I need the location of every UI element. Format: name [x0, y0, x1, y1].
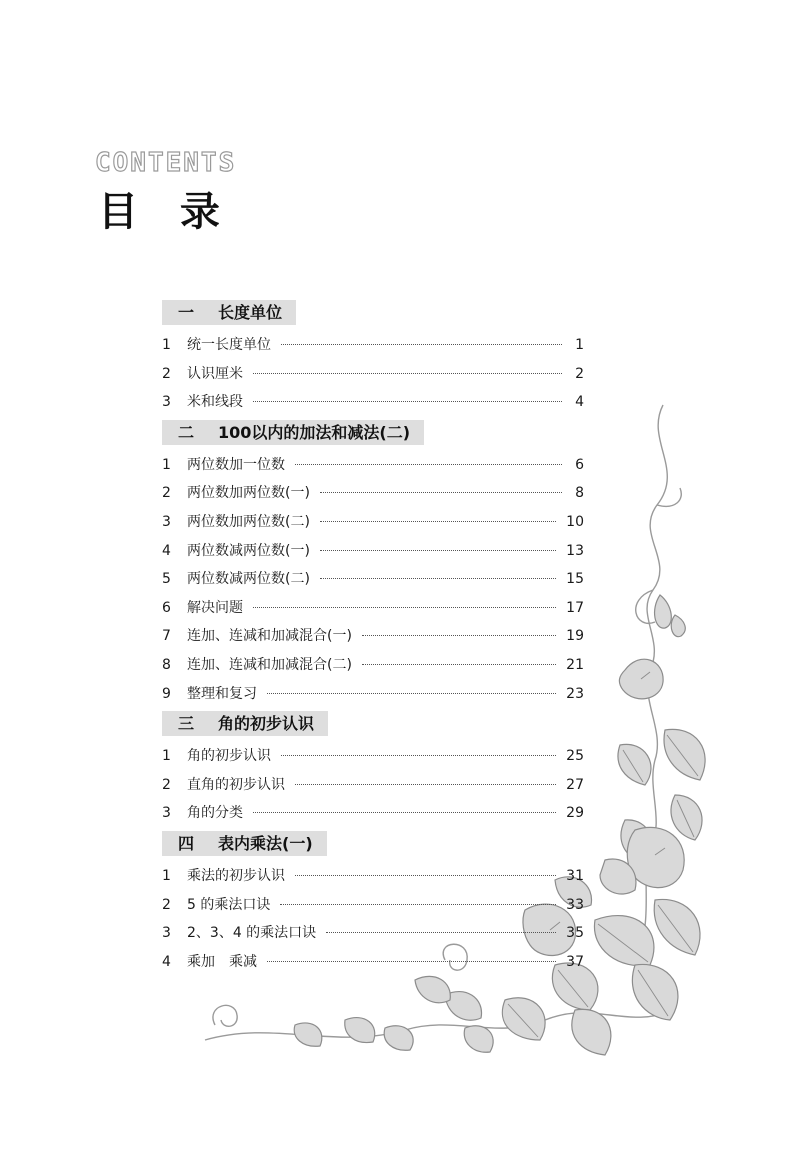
- entry-number: 2: [162, 776, 171, 793]
- entry-page: 2: [575, 365, 584, 382]
- entry-page: 4: [575, 394, 584, 411]
- toc-entry[interactable]: [162, 799, 584, 828]
- entry-number: 1: [162, 867, 171, 884]
- entry-number: 1: [162, 748, 171, 765]
- chapter-title: 角的初步认识: [218, 714, 315, 734]
- dot-leader: [253, 401, 562, 402]
- chapter-number: 二: [178, 422, 195, 442]
- dot-leader: [326, 932, 556, 933]
- entry-number: 2: [162, 365, 171, 382]
- toc-entry[interactable]: [162, 771, 584, 800]
- toc-entry[interactable]: [162, 537, 584, 566]
- dot-leader: [320, 578, 556, 579]
- toc-entry[interactable]: [162, 388, 584, 417]
- entry-page: 13: [566, 542, 584, 559]
- dot-leader: [253, 607, 556, 608]
- entry-title: 乘法的初步认识: [187, 867, 285, 884]
- entry-title: 解决问题: [187, 599, 243, 616]
- dot-leader: [295, 875, 556, 876]
- entry-page: 6: [575, 456, 584, 473]
- entry-title: 连加、连减和加减混合(一): [187, 628, 352, 645]
- toc-entry[interactable]: [162, 360, 584, 389]
- entry-title: 两位数减两位数(二): [187, 571, 310, 588]
- toc-entry[interactable]: [162, 680, 584, 709]
- entry-page: 31: [566, 867, 584, 884]
- entry-number: 3: [162, 513, 171, 530]
- toc-entry[interactable]: [162, 622, 584, 651]
- chapter-heading[interactable]: [162, 831, 327, 856]
- toc-entry[interactable]: [162, 948, 584, 977]
- entry-number: 5: [162, 571, 171, 588]
- toc-entry[interactable]: [162, 331, 584, 360]
- entry-page: 8: [575, 485, 584, 502]
- dot-leader: [267, 693, 556, 694]
- entry-title: 整理和复习: [187, 685, 257, 702]
- entry-page: 17: [566, 599, 584, 616]
- entry-page: 33: [566, 896, 584, 913]
- chapter-number: 一: [178, 303, 195, 322]
- entry-page: 1: [575, 337, 584, 353]
- dot-leader: [362, 635, 556, 636]
- chapter-heading[interactable]: [162, 300, 296, 325]
- toc-entry[interactable]: [162, 565, 584, 594]
- chapter-heading[interactable]: [162, 420, 424, 445]
- toc-entry[interactable]: [162, 742, 584, 771]
- chapter-number: 三: [178, 714, 195, 734]
- toc-entry[interactable]: [162, 919, 584, 948]
- dot-leader: [295, 464, 562, 465]
- entry-page: 35: [566, 925, 584, 942]
- entry-number: 4: [162, 542, 171, 559]
- dot-leader: [320, 492, 562, 493]
- entry-number: 2: [162, 485, 171, 502]
- entry-number: 9: [162, 685, 171, 702]
- entry-number: 6: [162, 599, 171, 616]
- entry-title: 统一长度单位: [187, 337, 271, 353]
- toc-entry[interactable]: [162, 651, 584, 680]
- chapter-number: 四: [178, 833, 195, 853]
- table-of-contents: [162, 297, 584, 976]
- dot-leader: [253, 373, 562, 374]
- toc-entry[interactable]: [162, 862, 584, 891]
- entry-number: 8: [162, 656, 171, 673]
- entry-title: 连加、连减和加减混合(二): [187, 656, 352, 673]
- dot-leader: [281, 344, 562, 345]
- dot-leader: [281, 755, 556, 756]
- entry-page: 29: [566, 805, 584, 822]
- entry-number: 3: [162, 925, 171, 942]
- dot-leader: [362, 664, 556, 665]
- entry-title: 直角的初步认识: [187, 776, 285, 793]
- chapter-title: 100以内的加法和减法(二): [218, 422, 411, 442]
- toc-entry[interactable]: [162, 451, 584, 480]
- entry-title: 认识厘米: [187, 365, 243, 382]
- entry-title: 角的初步认识: [187, 748, 271, 765]
- entry-page: 23: [566, 685, 584, 702]
- dot-leader: [267, 961, 556, 962]
- entry-number: 7: [162, 628, 171, 645]
- entry-title: 乘加 乘减: [187, 953, 257, 970]
- entry-title: 2、3、4 的乘法口诀: [187, 925, 317, 942]
- entry-number: 1: [162, 337, 171, 353]
- contents-heading: CONTENTS: [95, 148, 237, 178]
- entry-title: 两位数加一位数: [187, 456, 285, 473]
- entry-number: 3: [162, 394, 171, 411]
- entry-page: 25: [566, 748, 584, 765]
- entry-number: 2: [162, 896, 171, 913]
- chapter-heading[interactable]: [162, 711, 328, 736]
- entry-title: 5 的乘法口诀: [187, 896, 271, 913]
- toc-entry[interactable]: [162, 891, 584, 920]
- entry-page: 19: [566, 628, 584, 645]
- chapter-title: 长度单位: [218, 303, 283, 322]
- dot-leader: [280, 904, 556, 905]
- dot-leader: [320, 521, 556, 522]
- dot-leader: [253, 812, 556, 813]
- toc-entry[interactable]: [162, 508, 584, 537]
- entry-page: 37: [566, 953, 584, 970]
- page-title: 目 录: [98, 189, 234, 235]
- entry-page: 15: [566, 571, 584, 588]
- entry-title: 角的分类: [187, 805, 243, 822]
- entry-number: 4: [162, 953, 171, 970]
- dot-leader: [320, 550, 556, 551]
- entry-page: 10: [566, 513, 584, 530]
- entry-number: 3: [162, 805, 171, 822]
- entry-page: 21: [566, 656, 584, 673]
- entry-page: 27: [566, 776, 584, 793]
- chapter-title: 表内乘法(一): [218, 833, 313, 853]
- entry-title: 两位数减两位数(一): [187, 542, 310, 559]
- entry-number: 1: [162, 456, 171, 473]
- entry-title: 米和线段: [187, 394, 243, 411]
- entry-title: 两位数加两位数(二): [187, 513, 310, 530]
- entry-title: 两位数加两位数(一): [187, 485, 310, 502]
- toc-entry[interactable]: [162, 594, 584, 623]
- dot-leader: [295, 784, 556, 785]
- toc-entry[interactable]: [162, 479, 584, 508]
